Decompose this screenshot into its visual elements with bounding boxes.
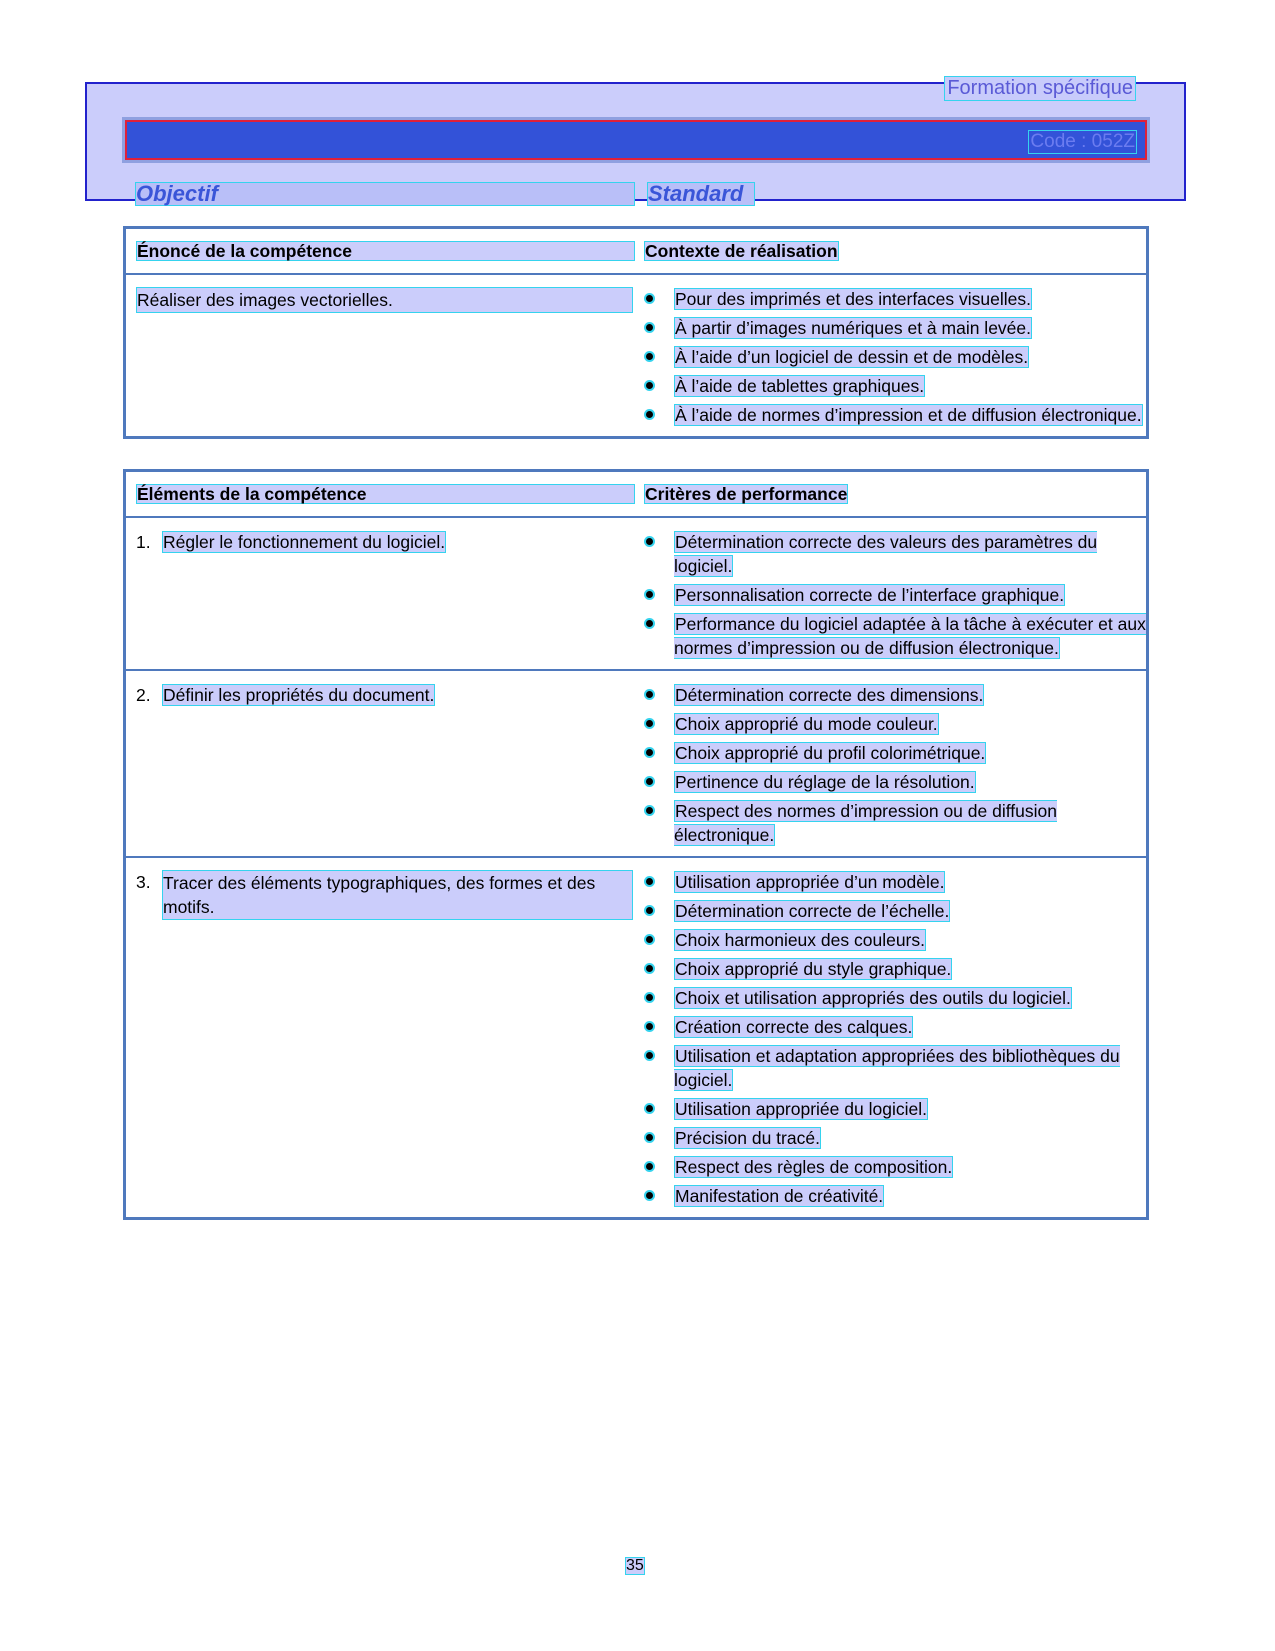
list-item: Choix et utilisation appropriés des outils du logiciel. bbox=[644, 986, 1146, 1010]
element-3: 3. Tracer des éléments typographiques, des formes et des motifs. bbox=[136, 870, 633, 920]
criteria-list-1 bbox=[644, 530, 1146, 660]
competency-code: Code : 052Z bbox=[1030, 131, 1135, 152]
list-item: Pertinence du réglage de la résolution. bbox=[644, 770, 1146, 794]
context-heading: Contexte de réalisation bbox=[645, 241, 838, 261]
list-item: À l’aide de normes d’impression et de diffusion électronique. bbox=[644, 403, 1146, 427]
element-1: 1. Régler le fonctionnement du logiciel. bbox=[136, 532, 446, 552]
header-panel bbox=[85, 77, 1186, 206]
list-item: Utilisation appropriée du logiciel. bbox=[644, 1097, 1146, 1121]
criteria-list-2 bbox=[644, 683, 1146, 847]
list-item: Performance du logiciel adaptée à la tâche à exécuter et aux normes d’impression ou de diffusion électronique. bbox=[644, 612, 1146, 660]
criteria-heading: Critères de performance bbox=[645, 484, 848, 504]
list-item: Respect des règles de composition. bbox=[644, 1155, 1146, 1179]
section-label: Formation spécifique bbox=[944, 76, 1136, 101]
element-2: 2. Définir les propriétés du document. bbox=[136, 685, 435, 705]
list-item: Choix approprié du profil colorimétrique. bbox=[644, 741, 1146, 765]
list-item: Utilisation appropriée d’un modèle. bbox=[644, 870, 1146, 894]
statement-heading: Énoncé de la compétence bbox=[136, 241, 635, 261]
code-bar bbox=[125, 120, 1147, 160]
standard-label: Standard bbox=[647, 182, 755, 206]
elements-heading: Éléments de la compétence bbox=[136, 484, 635, 504]
list-item: Création correcte des calques. bbox=[644, 1015, 1146, 1039]
elements-table bbox=[123, 469, 1149, 1220]
list-item: À l’aide d’un logiciel de dessin et de modèles. bbox=[644, 345, 1146, 369]
list-item: Pour des imprimés et des interfaces visuelles. bbox=[644, 287, 1146, 311]
page-number: 35 bbox=[626, 1557, 644, 1574]
list-item: Utilisation et adaptation appropriées des bibliothèques du logiciel. bbox=[644, 1044, 1146, 1092]
list-item: Choix approprié du mode couleur. bbox=[644, 712, 1146, 736]
statement-table bbox=[123, 226, 1149, 439]
list-item: Personnalisation correcte de l’interface graphique. bbox=[644, 583, 1146, 607]
list-item: Manifestation de créativité. bbox=[644, 1184, 1146, 1208]
context-list bbox=[644, 287, 1146, 427]
list-item: À partir d’images numériques et à main levée. bbox=[644, 316, 1146, 340]
list-item: Précision du tracé. bbox=[644, 1126, 1146, 1150]
objective-label: Objectif bbox=[135, 182, 635, 206]
list-item: À l’aide de tablettes graphiques. bbox=[644, 374, 1146, 398]
criteria-list-3 bbox=[644, 870, 1146, 1208]
list-item: Détermination correcte des valeurs des paramètres du logiciel. bbox=[644, 530, 1146, 578]
list-item: Choix approprié du style graphique. bbox=[644, 957, 1146, 981]
list-item: Respect des normes d’impression ou de diffusion électronique. bbox=[644, 799, 1146, 847]
list-item: Détermination correcte des dimensions. bbox=[644, 683, 1146, 707]
list-item: Détermination correcte de l’échelle. bbox=[644, 899, 1146, 923]
list-item: Choix harmonieux des couleurs. bbox=[644, 928, 1146, 952]
competency-statement: Réaliser des images vectorielles. bbox=[136, 287, 633, 313]
